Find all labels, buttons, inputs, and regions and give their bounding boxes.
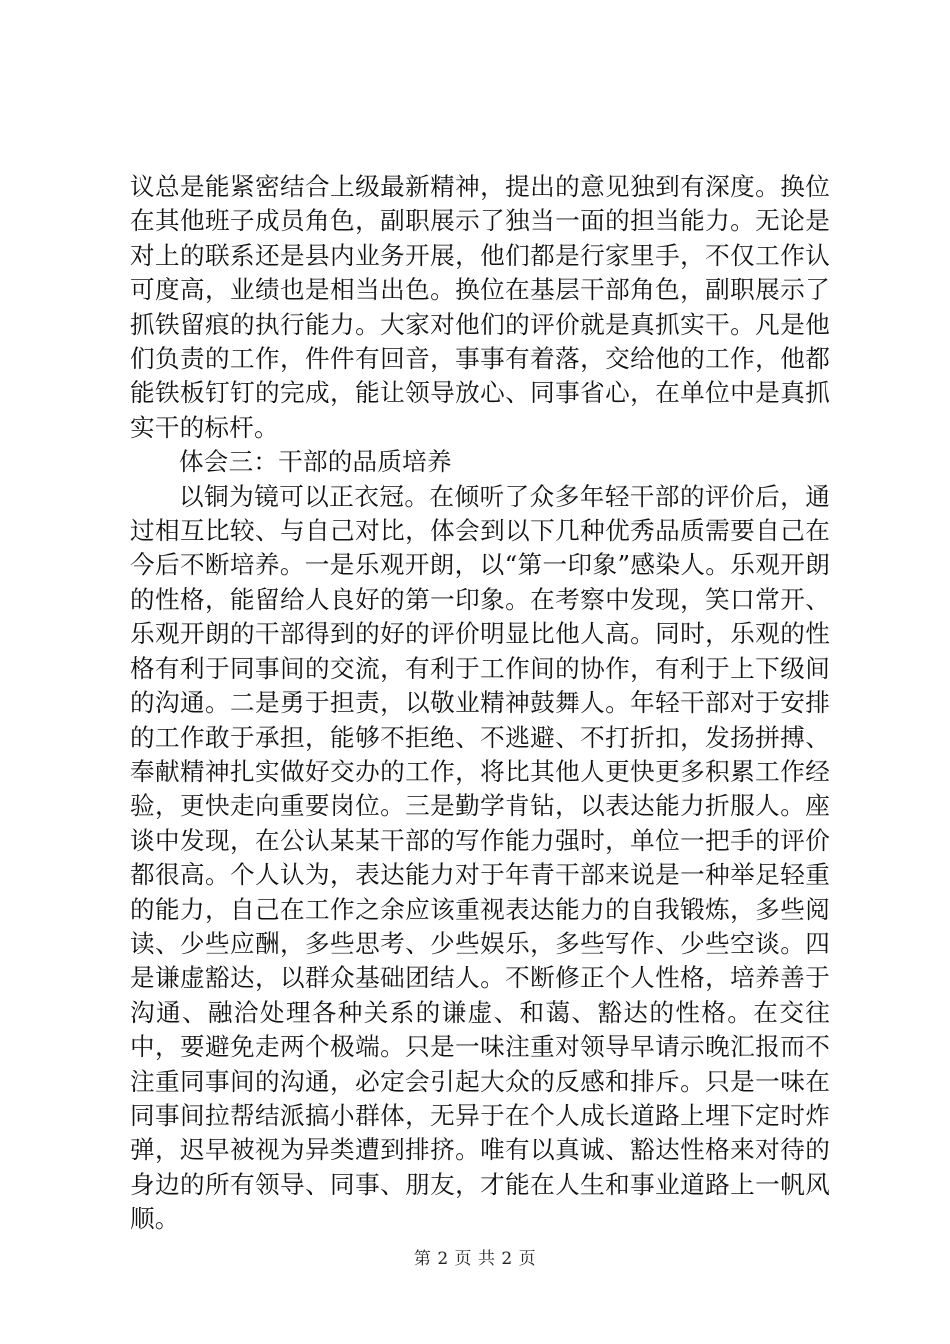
- body-paragraph: 以铜为镜可以正衣冠。在倾听了众多年轻干部的评价后，通过相互比较、与自己对比，体会到以下几种优秀品质需要自己在今后不断培养。一是乐观开朗，以“第一印象”感染人。乐观开朗的性格，能留给人良好的第一印象。在考察中发现，笑口常开、乐观开朗的干部得到的好的评价明显比他人高。同时，乐观的性格有利于同事间的交流，有利于工作间的协作，有利于上下级间的沟通。二是勇于担责，以敬业精神鼓舞人。年轻干部对于安排的工作敢于承担，能够不拒绝、不逃避、不打折扣，发扬拼搏、奉献精神扎实做好交办的工作，将比其他人更快更多积累工作经验，更快走向重要岗位。三是勤学肯钻，以表达能力折服人。座谈中发现，在公认某某干部的写作能力强时，单位一把手的评价都很高。个人认为，表达能力对于年青干部来说是一种举足轻重的能力，自己在工作之余应该重视表达能力的自我锻炼，多些阅读、少些应酬，多些思考、少些娱乐，多些写作、少些空谈。四是谦虚豁达，以群众基础团结人。不断修正个人性格，培养善于沟通、融洽处理各种关系的谦虚、和蔼、豁达的性格。在交往中，要避免走两个极端。只是一味注重对领导早请示晚汇报而不注重同事间的沟通，必定会引起大众的反感和排斥。只是一味在同事间拉帮结派搞小群体，无异于在个人成长道路上埋下定时炸弹，迟早被视为异类遭到排挤。唯有以真诚、豁达性格来对待的身边的所有领导、同事、朋友，才能在人生和事业道路上一帆风顺。: [130, 481, 830, 1234]
- section-heading: 体会三：干部的品质培养: [179, 447, 452, 477]
- body-paragraph: 议总是能紧密结合上级最新精神，提出的意见独到有深度。换位在其他班子成员角色，副职展示了独当一面的担当能力。无论是对上的联系还是县内业务开展，他们都是行家里手，不仅工作认可度高，业绩也是相当出色。换位在基层干部角色，副职展示了抓铁留痕的执行能力。大家对他们的评价就是真抓实干。凡是他们负责的工作，件件有回音，事事有着落，交给他的工作，他都能铁板钉钉的完成，能让领导放心、同事省心，在单位中是真抓实干的标杆。: [130, 172, 830, 442]
- page-footer: 第 2 页 共 2 页: [413, 1249, 537, 1269]
- document-body: [130, 170, 830, 1237]
